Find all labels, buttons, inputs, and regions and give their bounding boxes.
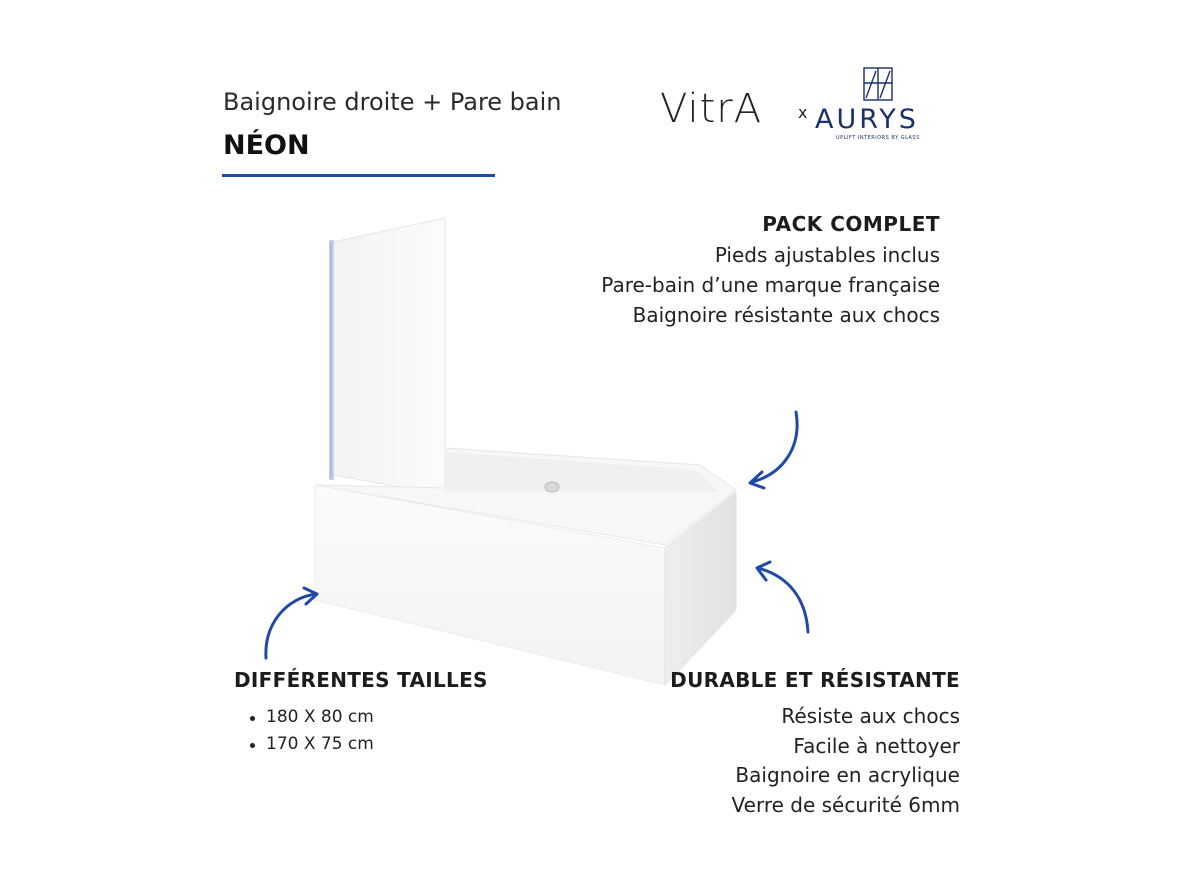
title-underline (222, 174, 495, 177)
durable-feature: Facile à nettoyer (793, 733, 960, 758)
pack-section (601, 212, 940, 330)
brand-separator: x (798, 103, 808, 122)
durable-feature: Résiste aux chocs (781, 704, 960, 728)
sizes-title: DIFFÉRENTES TAILLES (234, 668, 488, 692)
curved-arrow-icon (256, 584, 326, 664)
list-item: 170 X 75 cm (250, 731, 374, 758)
aurys-logo-icon (862, 66, 896, 102)
page-subtitle: Baignoire droite + Pare bain (223, 88, 562, 116)
durable-feature: Baignoire en acrylique (735, 763, 960, 787)
curved-arrow-icon (748, 558, 818, 638)
pack-feature: Pieds ajustables inclus (714, 243, 940, 267)
list-item: 180 X 80 cm (250, 704, 374, 731)
pack-feature: Baignoire résistante aux chocs (632, 303, 940, 327)
pack-title: PACK COMPLET (762, 212, 940, 236)
aurys-tagline: UPLIFT INTERIORS BY GLASS (836, 135, 920, 141)
curved-arrow-icon (740, 408, 810, 492)
durable-section (670, 668, 960, 820)
page-title: NÉON (223, 130, 310, 161)
durable-title: DURABLE ET RÉSISTANTE (670, 668, 960, 692)
aurys-logo: AURYS (815, 104, 919, 135)
sizes-list (250, 704, 374, 758)
vitra-logo: VitrA (660, 86, 763, 132)
pack-feature: Pare-bain d’une marque française (601, 273, 940, 297)
durable-feature: Verre de sécurité 6mm (731, 792, 960, 817)
